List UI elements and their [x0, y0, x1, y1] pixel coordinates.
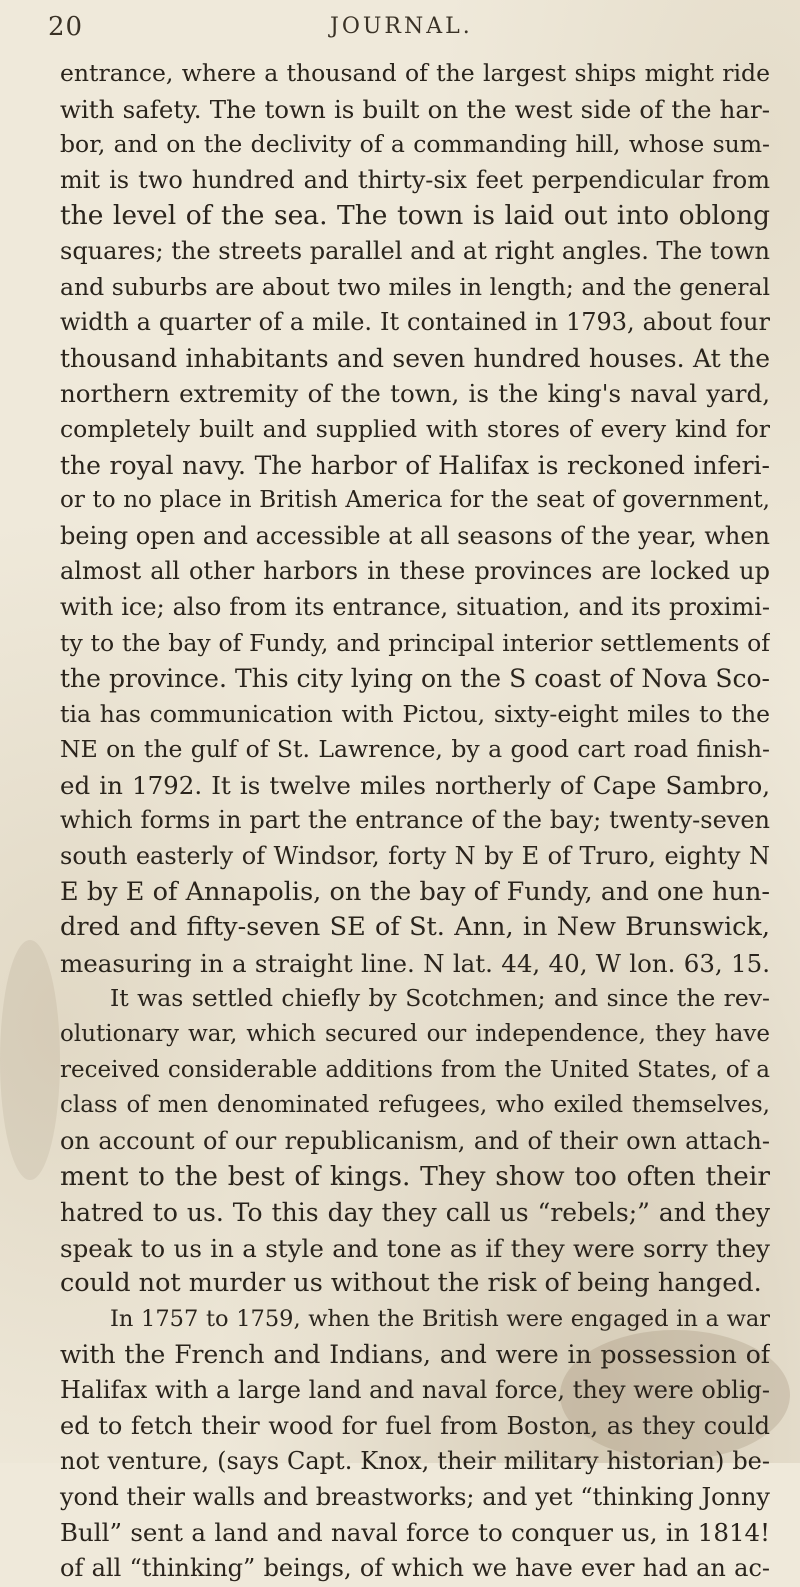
paragraph-end-line: could not murder us without the risk of being hanged. — [60, 1268, 762, 1299]
text-line: dred and fifty-seven SE of St. Ann, in New Brunswick, — [60, 912, 770, 943]
text-line: ed to fetch their wood for fuel from Boston, as they could — [60, 1411, 770, 1440]
text-line: ment to the best of kings. They show too often their — [60, 1161, 770, 1193]
text-line: bor, and on the declivity of a commanding hill, whose sum- — [60, 130, 770, 159]
text-line: E by E of Annapolis, on the bay of Fundy, and one hun- — [60, 876, 770, 907]
text-line: completely built and supplied with stores of every kind for — [60, 414, 770, 443]
text-line: or to no place in British America for the seat of government, — [60, 487, 770, 514]
text-line: class of men denominated refugees, who exiled themselves, — [60, 1092, 770, 1119]
text-line: entrance, where a thousand of the largest ships might ride — [60, 59, 770, 87]
text-line: Bull” sent a land and naval force to conquer us, in 1814! — [60, 1518, 770, 1548]
page-number: 20 — [48, 12, 84, 42]
text-line: ed in 1792. It is twelve miles northerly of Cape Sambro, — [60, 770, 770, 800]
text-line: thousand inhabitants and seven hundred houses. At the — [60, 343, 770, 373]
text-line: the level of the sea. The town is laid out into oblong — [60, 200, 770, 232]
text-line: with safety. The town is built on the west side of the har- — [60, 94, 770, 124]
text-line: which forms in part the entrance of the bay; twenty-seven — [60, 806, 770, 835]
text-line: speak to us in a style and tone as if they were sorry they — [60, 1233, 770, 1263]
text-line: ty to the bay of Fundy, and principal interior settlements of — [60, 628, 770, 657]
text-line: width a quarter of a mile. It contained in 1793, about four — [60, 308, 770, 337]
text-line: tia has communication with Pictou, sixty-eight miles to the — [60, 699, 770, 728]
text-line: almost all other harbors in these provinces are locked up — [60, 557, 770, 586]
text-line: NE on the gulf of St. Lawrence, by a good cart road finish- — [60, 735, 770, 764]
text-line: northern extremity of the town, is the king's naval yard, — [60, 379, 770, 409]
text-line: on account of our republicanism, and of their own attach- — [60, 1126, 770, 1155]
text-line: south easterly of Windsor, forty N by E of Truro, eighty N — [60, 842, 770, 871]
page-header — [0, 8, 800, 48]
paragraph-start-line: It was settled chiefly by Scotchmen; and since the rev- — [110, 984, 770, 1013]
text-line: the province. This city lying on the S coast of Nova Sco- — [60, 664, 770, 694]
text-line: and suburbs are about two miles in length; and the general — [60, 272, 770, 301]
text-line: yond their walls and breastworks; and yet “thinking Jonny — [60, 1482, 770, 1511]
text-line: of all “thinking” beings, of which we have ever had an ac- — [60, 1553, 770, 1582]
text-line: the royal navy. The harbor of Halifax is reckoned inferi- — [60, 450, 770, 480]
text-line: not venture, (says Capt. Knox, their military historian) be- — [60, 1447, 770, 1476]
text-line: olutionary war, which secured our independence, they have — [60, 1021, 770, 1048]
text-line: being open and accessible at all seasons of the year, when — [60, 521, 770, 550]
body-text — [40, 56, 770, 1587]
text-line: with ice; also from its entrance, situation, and its proximi- — [60, 592, 770, 621]
text-line: with the French and Indians, and were in possession of — [60, 1340, 770, 1370]
text-line: received considerable additions from the United States, of a — [60, 1056, 770, 1083]
text-line: Halifax with a large land and naval force, they were oblig- — [60, 1375, 770, 1404]
text-line: hatred to us. To this day they call us “rebels;” and they — [60, 1198, 770, 1227]
running-head: JOURNAL. — [330, 14, 473, 39]
text-line: measuring in a straight line. N lat. 44, 40, W lon. 63, 15. — [60, 948, 770, 978]
paragraph-start-line: In 1757 to 1759, when the British were engaged in a war — [110, 1305, 770, 1332]
text-line: mit is two hundred and thirty-six feet perpendicular from — [60, 165, 770, 194]
text-line: squares; the streets parallel and at right angles. The town — [60, 236, 770, 265]
